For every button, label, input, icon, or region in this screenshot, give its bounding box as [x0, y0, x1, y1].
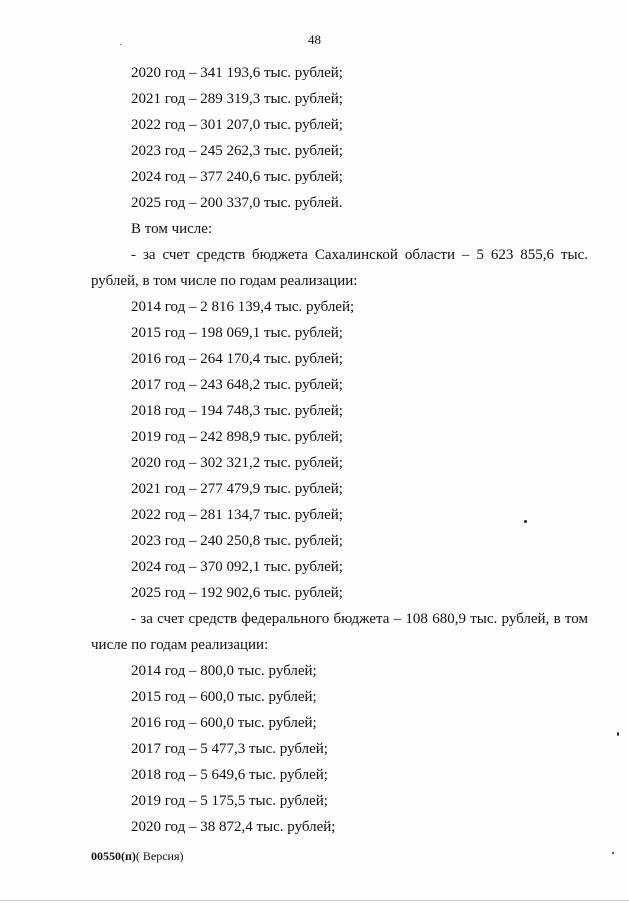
- text-line: 2015 год – 198 069,1 тыс. рублей;: [131, 325, 343, 341]
- text-line: 2024 год – 370 092,1 тыс. рублей;: [131, 559, 343, 575]
- text-line: 2017 год – 243 648,2 тыс. рублей;: [131, 377, 343, 393]
- text-line: В том числе:: [131, 221, 213, 237]
- text-line: 2025 год – 200 337,0 тыс. рублей.: [131, 195, 343, 211]
- scan-speck: [120, 44, 121, 45]
- text-line: 2019 год – 5 175,5 тыс. рублей;: [131, 793, 328, 809]
- scan-edge: [0, 900, 629, 901]
- text-line: 2018 год – 5 649,6 тыс. рублей;: [131, 767, 328, 783]
- text-line: 2023 год – 245 262,3 тыс. рублей;: [131, 143, 343, 159]
- text-line: 2023 год – 240 250,8 тыс. рублей;: [131, 533, 343, 549]
- scan-speck: [612, 852, 614, 854]
- text-line: 2024 год – 377 240,6 тыс. рублей;: [131, 169, 343, 185]
- text-line: 2016 год – 600,0 тыс. рублей;: [131, 715, 317, 731]
- scan-speck: [524, 520, 527, 523]
- footer-version: ( Версия): [135, 849, 184, 863]
- text-line: 2019 год – 242 898,9 тыс. рублей;: [131, 429, 343, 445]
- text-line: 2025 год – 192 902,6 тыс. рублей;: [131, 585, 343, 601]
- text-line: 2018 год – 194 748,3 тыс. рублей;: [131, 403, 343, 419]
- text-line: 2022 год – 301 207,0 тыс. рублей;: [131, 117, 343, 133]
- scan-speck: [617, 732, 619, 736]
- page-number: 48: [308, 32, 321, 47]
- text-line: 2015 год – 600,0 тыс. рублей;: [131, 689, 317, 705]
- document-body: [91, 60, 588, 840]
- text-line: 2021 год – 277 479,9 тыс. рублей;: [131, 481, 343, 497]
- text-line: 2016 год – 264 170,4 тыс. рублей;: [131, 351, 343, 367]
- text-line: 2022 год – 281 134,7 тыс. рублей;: [131, 507, 343, 523]
- text-line: 2021 год – 289 319,3 тыс. рублей;: [131, 91, 343, 107]
- document-footer: [91, 849, 184, 864]
- text-line: 2020 год – 38 872,4 тыс. рублей;: [131, 819, 336, 835]
- text-line: 2017 год – 5 477,3 тыс. рублей;: [131, 741, 328, 757]
- text-line: 2014 год – 2 816 139,4 тыс. рублей;: [131, 299, 355, 315]
- text-line: 2014 год – 800,0 тыс. рублей;: [131, 663, 317, 679]
- paragraph-federal-budget: - за счет средств федерального бюджета – 108 680,9 тыс. рублей, в том числе по годам реализации:: [91, 611, 588, 653]
- text-line: 2020 год – 302 321,2 тыс. рублей;: [131, 455, 343, 471]
- text-line: 2020 год – 341 193,6 тыс. рублей;: [131, 65, 343, 81]
- paragraph-regional-budget: - за счет средств бюджета Сахалинской области – 5 623 855,6 тыс. рублей, в том числе по годам реализации:: [91, 247, 588, 289]
- footer-code: 00550(п): [91, 849, 136, 863]
